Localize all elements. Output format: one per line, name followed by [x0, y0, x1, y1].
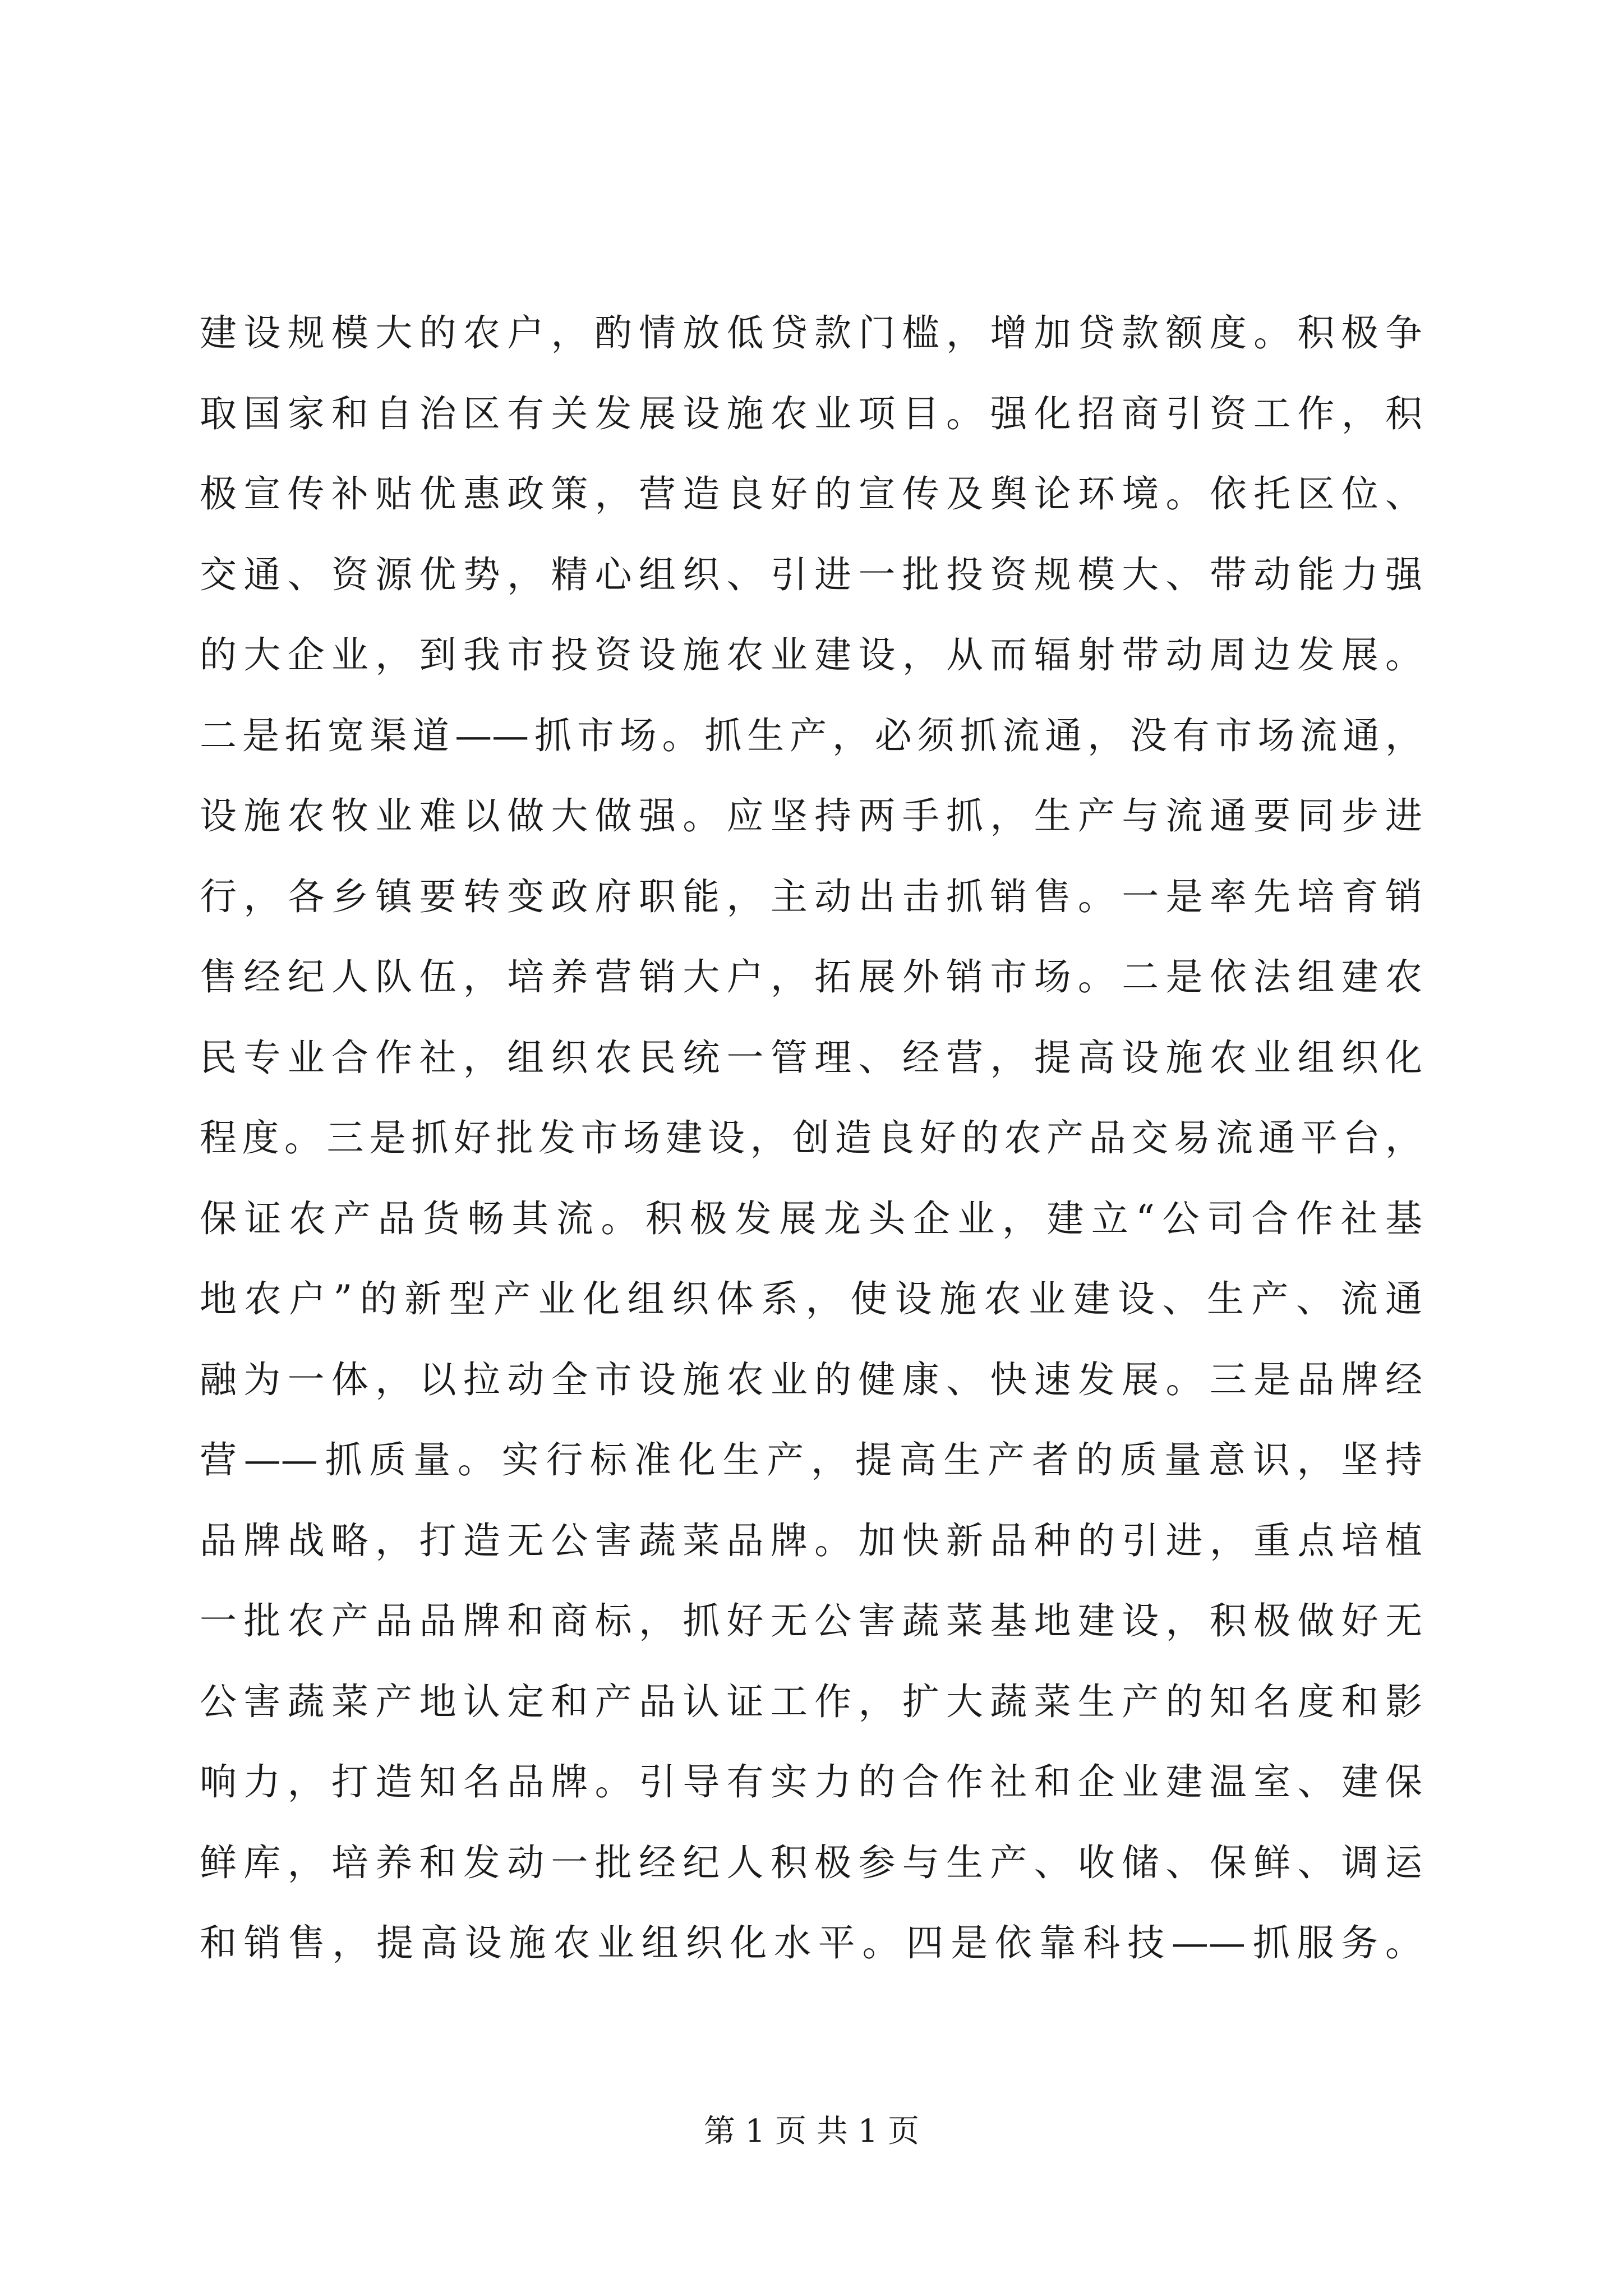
text-line: 品牌战略，打造无公害蔬菜品牌。加快新品种的引进，重点培植	[200, 1519, 1422, 1562]
text-line: 公害蔬菜产地认定和产品认证工作，扩大蔬菜生产的知名度和影	[200, 1680, 1422, 1723]
text-line: 二是拓宽渠道——抓市场。抓生产，必须抓流通，没有市场流通，	[200, 714, 1422, 757]
text-line: 取国家和自治区有关发展设施农业项目。强化招商引资工作，积	[200, 392, 1422, 435]
text-line: 交通、资源优势，精心组织、引进一批投资规模大、带动能力强	[200, 553, 1422, 596]
text-line: 融为一体，以拉动全市设施农业的健康、快速发展。三是品牌经	[200, 1358, 1422, 1401]
text-line: 地农户”的新型产业化组织体系，使设施农业建设、生产、流通	[200, 1277, 1422, 1320]
text-line: 程度。三是抓好批发市场建设，创造良好的农产品交易流通平台，	[200, 1116, 1422, 1159]
text-line: 民专业合作社，组织农民统一管理、经营，提高设施农业组织化	[200, 1036, 1422, 1079]
text-line: 保证农产品货畅其流。积极发展龙头企业，建立“公司合作社基	[200, 1197, 1422, 1240]
text-line: 售经纪人队伍，培养营销大户，拓展外销市场。二是依法组建农	[200, 955, 1422, 999]
text-line: 和销售，提高设施农业组织化水平。四是依靠科技——抓服务。	[200, 1921, 1422, 1964]
text-line: 建设规模大的农户，酌情放低贷款门槛，增加贷款额度。积极争	[200, 311, 1422, 355]
text-line: 行，各乡镇要转变政府职能，主动出击抓销售。一是率先培育销	[200, 875, 1422, 918]
text-line: 一批农产品品牌和商标，抓好无公害蔬菜基地建设，积极做好无	[200, 1599, 1422, 1642]
body-paragraph	[200, 293, 1422, 1984]
page-number-label: 第 1 页 共 1 页	[703, 2113, 920, 2150]
text-line: 设施农牧业难以做大做强。应坚持两手抓，生产与流通要同步进	[200, 794, 1422, 838]
text-line: 鲜库，培养和发动一批经纪人积极参与生产、收储、保鲜、调运	[200, 1841, 1422, 1884]
text-line: 极宣传补贴优惠政策，营造良好的宣传及舆论环境。依托区位、	[200, 472, 1422, 516]
text-line: 响力，打造知名品牌。引导有实力的合作社和企业建温室、建保	[200, 1760, 1422, 1803]
text-line: 的大企业，到我市投资设施农业建设，从而辐射带动周边发展。	[200, 633, 1422, 677]
text-line: 营——抓质量。实行标准化生产，提高生产者的质量意识，坚持	[200, 1438, 1422, 1481]
page-footer	[0, 2109, 1623, 2154]
